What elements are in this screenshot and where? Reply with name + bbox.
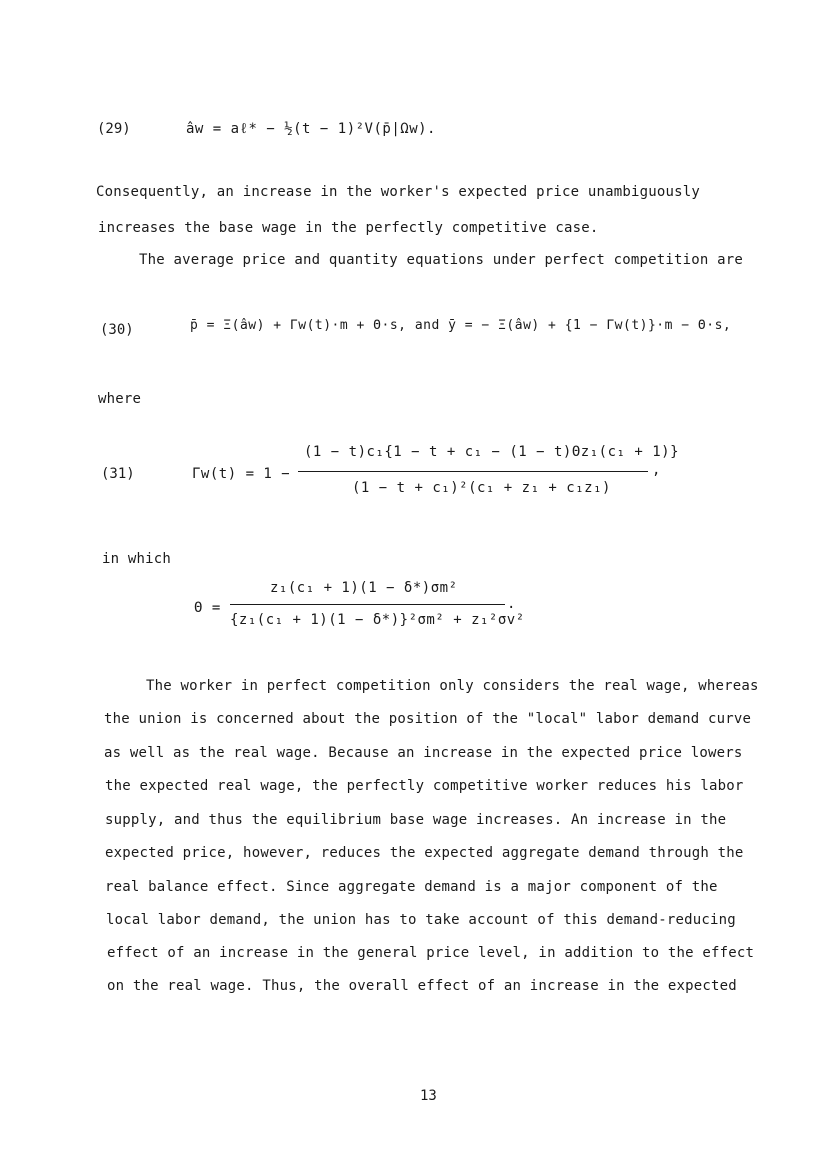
theta-equation-denominator: {z₁(c₁ + 1)(1 − δ*)}²σm² + z₁²σv² [230, 612, 525, 628]
paragraph-3-line-3: as well as the real wage. Because an increase in the expected price lowers [104, 745, 743, 761]
equation-number-31: (31) [101, 466, 135, 482]
equation-30: p̄ = Ξ(âw) + Γw(t)·m + Θ·s, and ȳ = − Ξ(âw) + {1 − Γw(t)}·m − Θ·s, [190, 318, 732, 333]
paragraph-3-line-7: real balance effect. Since aggregate demand is a major component of the [105, 879, 718, 895]
theta-equation-fraction-bar [230, 604, 505, 605]
paragraph-3-line-4: the expected real wage, the perfectly competitive worker reduces his labor [105, 778, 744, 794]
paragraph-3-line-5: supply, and thus the equilibrium base wage increases. An increase in the [105, 812, 727, 828]
paragraph-1-line-2: increases the base wage in the perfectly competitive case. [98, 220, 599, 236]
paragraph-2-line-1: The average price and quantity equations under perfect competition are [139, 252, 744, 268]
equation-31-denominator: (1 − t + c₁)²(c₁ + z₁ + c₁z₁) [352, 480, 611, 496]
paragraph-3-line-2: the union is concerned about the position of the "local" labor demand curve [104, 711, 752, 727]
paragraph-1-line-1: Consequently, an increase in the worker's expected price unambiguously [96, 184, 701, 200]
theta-equation-lhs: Θ = [194, 600, 221, 616]
paragraph-3-line-6: expected price, however, reduces the expected aggregate demand through the [105, 845, 744, 861]
paragraph-3-line-10: on the real wage. Thus, the overall effect of an increase in the expected [107, 978, 737, 994]
theta-equation-numerator: z₁(c₁ + 1)(1 − δ*)σm² [270, 580, 458, 596]
equation-31-tail: , [652, 462, 661, 478]
equation-31-numerator: (1 − t)c₁{1 − t + c₁ − (1 − t)Θz₁(c₁ + 1)} [304, 444, 680, 460]
equation-number-29: (29) [97, 121, 131, 137]
equation-31-fraction-bar [298, 471, 648, 472]
paragraph-3-line-9: effect of an increase in the general price level, in addition to the effect [107, 945, 755, 961]
page-number: 13 [420, 1088, 437, 1104]
paragraph-3-line-8: local labor demand, the union has to take account of this demand-reducing [106, 912, 736, 928]
paragraph-3-line-1: The worker in perfect competition only considers the real wage, whereas [146, 678, 759, 694]
equation-number-30: (30) [100, 322, 134, 338]
in-which-label: in which [102, 551, 172, 567]
where-label: where [98, 391, 142, 407]
equation-29: âw = aℓ* − ½(t − 1)²V(p̄|Ωw). [186, 121, 436, 137]
equation-31-lhs: Γw(t) = 1 − [192, 466, 291, 482]
theta-equation-tail: . [507, 596, 516, 612]
